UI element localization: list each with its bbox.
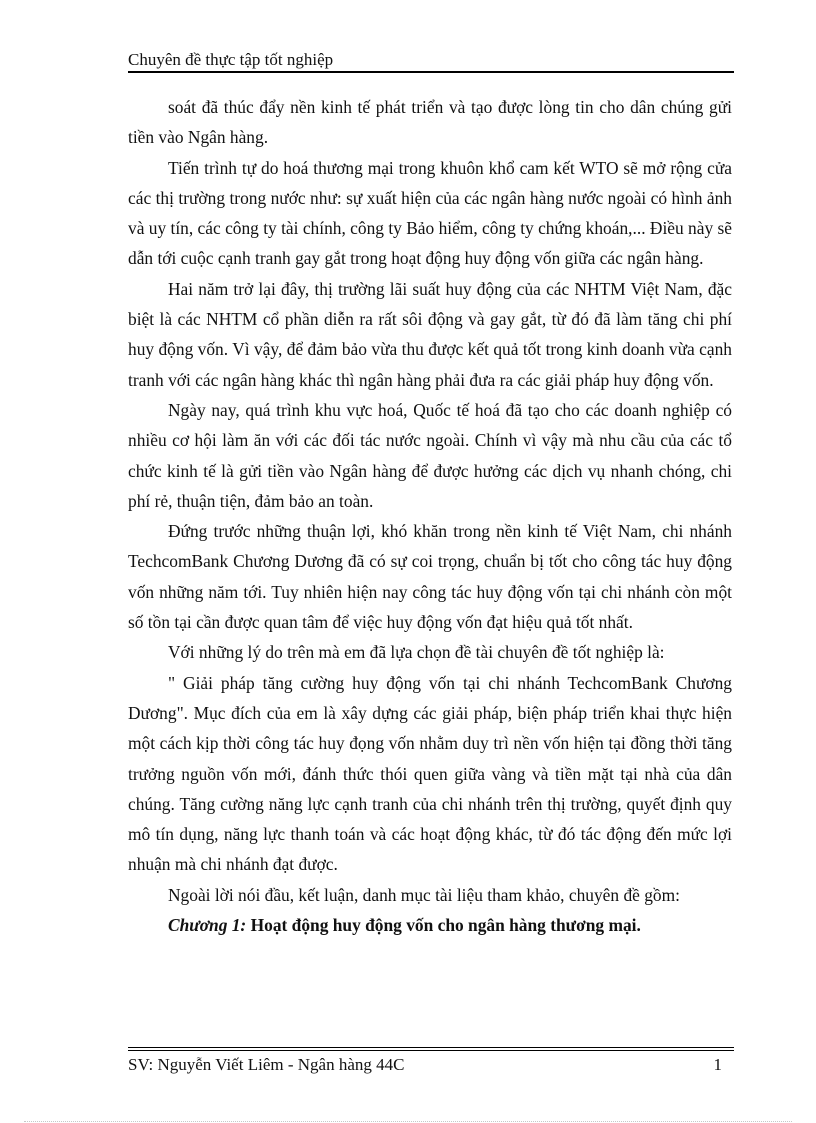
chapter-title: Hoạt động huy động vốn cho ngân hàng thương mại.: [250, 915, 641, 936]
chapter-label: Chương 1:: [168, 915, 247, 936]
paragraph-4: Ngày nay, quá trình khu vực hoá, Quốc tế hoá đã tạo cho các doanh nghiệp có nhiều cơ hội làm ăn với các đối tác nước ngoài. Chính vì vậy mà nhu cầu của các tổ chức kinh tế là gửi tiền vào Ngân hàng để được hưởng các dịch vụ nhanh chóng, chi phí rẻ, thuận tiện, đảm bảo an toàn.: [128, 399, 732, 511]
paragraph-2: Tiến trình tự do hoá thương mại trong khuôn khổ cam kết WTO sẽ mở rộng cửa các thị trường trong nước như: sự xuất hiện của các ngân hàng nước ngoài có hình ảnh và uy tín, các công ty tài chính, công ty Bảo hiểm, công ty chứng khoán,... Điều này sẽ dẫn tới cuộc cạnh tranh gay gắt trong hoạt động huy động vốn giữa các ngân hàng.: [128, 157, 732, 269]
footer-author: SV: Nguyễn Viết Liêm - Ngân hàng 44C: [128, 1055, 405, 1074]
page-number: 1: [713, 1055, 722, 1074]
paragraph-1: soát đã thúc đẩy nền kinh tế phát triển và tạo được lòng tin cho dân chúng gửi tiền vào Ngân hàng.: [128, 97, 732, 148]
paragraph-8: Ngoài lời nói đầu, kết luận, danh mục tài liệu tham khảo, chuyên đề gồm:: [168, 884, 680, 905]
document-body: [128, 92, 732, 940]
paragraph-6: Với những lý do trên mà em đã lựa chọn đề tài chuyên đề tốt nghiệp là:: [168, 642, 665, 663]
paragraph-7: " Giải pháp tăng cường huy động vốn tại chi nhánh TechcomBank Chương Dương". Mục đích của em là xây dựng các giải pháp, biện pháp triển khai thực hiện một cách kịp thời công tác huy đọng vốn nhằm duy trì nền vốn hiện tại đồng thời tăng trưởng nguồn vốn mới, đánh thức thói quen giữa vàng và tiền mặt tại nhà của dân chúng. Tăng cường năng lực cạnh tranh của chi nhánh trên thị trường, quyết định quy mô tín dụng, năng lực thanh toán và các hoạt động khác, từ đó tác động đến mức lợi nhuận mà chi nhánh đạt được.: [128, 672, 732, 875]
footer-divider: [128, 1047, 734, 1051]
header-divider: [128, 71, 734, 73]
paragraph-3: Hai năm trở lại đây, thị trường lãi suất huy động của các NHTM Việt Nam, đặc biệt là các NHTM cổ phần diễn ra rất sôi động và gay gắt, từ đó đã làm tăng chi phí huy động vốn. Vì vậy, để đảm bảo vừa thu được kết quả tốt trong kinh doanh vừa cạnh tranh với các ngân hàng khác thì ngân hàng phải đưa ra các giải pháp huy động vốn.: [128, 278, 732, 390]
header-title: Chuyên đề thực tập tốt nghiệp: [128, 50, 334, 69]
page-bottom-edge: [24, 1121, 792, 1122]
paragraph-5: Đứng trước những thuận lợi, khó khăn trong nền kinh tế Việt Nam, chi nhánh TechcomBank Chương Dương đã có sự coi trọng, chuẩn bị tốt cho công tác huy động vốn những năm tới. Tuy nhiên hiện nay công tác huy động vốn tại chi nhánh còn một số tồn tại cần được quan tâm để việc huy động vốn đạt hiệu quả tốt nhất.: [128, 521, 732, 633]
chapter-heading: [128, 910, 732, 940]
